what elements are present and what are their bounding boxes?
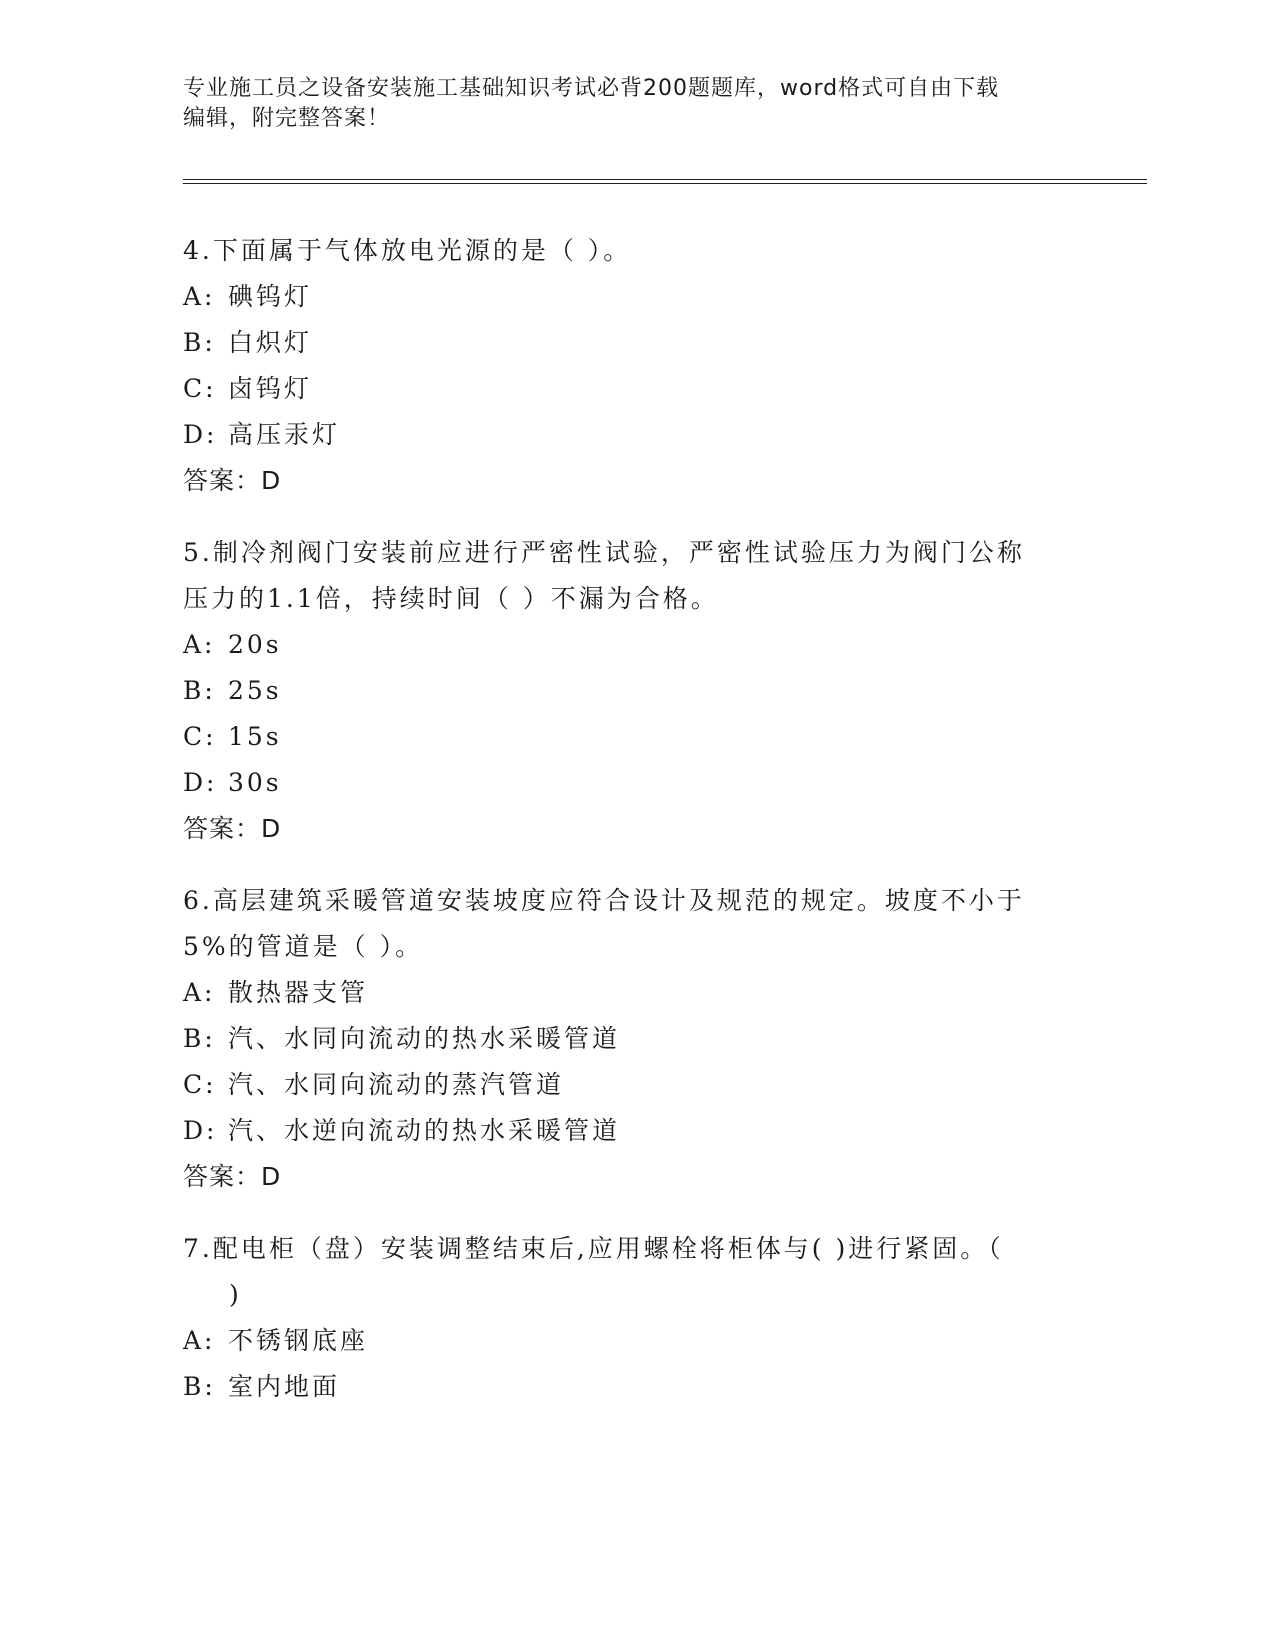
option-a [183,622,1063,668]
question-stem [183,530,1063,622]
document-header [183,74,1063,134]
option-text: 散热器支管 [228,978,369,1007]
question-stem [183,228,1063,274]
option-letter: A: [183,630,216,659]
option-letter: C: [183,374,217,403]
option-text: 不锈钢底座 [228,1326,369,1355]
option-d [183,1108,1063,1154]
option-letter: A: [183,978,216,1007]
option-letter: C: [183,1070,217,1099]
option-d [183,760,1063,806]
option-a [183,274,1063,320]
option-text: 汽、水逆向流动的热水采暖管道 [228,1116,621,1145]
question-5 [183,530,1063,852]
option-text: 高压汞灯 [228,420,341,449]
option-text: 25s [228,676,282,705]
option-text: 卤钨灯 [228,374,313,403]
option-text: 汽、水同向流动的热水采暖管道 [228,1024,621,1053]
question-stem-line: 5.制冷剂阀门安装前应进行严密性试验，严密性试验压力为阀门公称 [183,538,1025,567]
option-text: 20s [228,630,282,659]
option-letter: D: [183,1116,218,1145]
option-a [183,1318,1063,1364]
option-d [183,412,1063,458]
header-divider-bottom [183,183,1147,184]
option-letter: A: [183,1326,216,1355]
option-c [183,366,1063,412]
option-text: 白炽灯 [228,328,313,357]
option-letter: B: [183,1024,216,1053]
question-stem [183,1226,1063,1318]
option-b [183,668,1063,714]
question-7 [183,1226,1063,1410]
option-b [183,1016,1063,1062]
question-list [183,228,1063,1436]
question-stem-line: 7.配电柜（盘）安装调整结束后,应用螺栓将柜体与( )进行紧固。（ [183,1234,1004,1263]
question-stem-line: ) [229,1280,242,1309]
option-letter: B: [183,676,216,705]
answer-line: 答案：D [183,814,282,843]
answer-line: 答案：D [183,1162,282,1191]
option-text: 15s [228,722,282,751]
option-text: 汽、水同向流动的蒸汽管道 [228,1070,565,1099]
option-letter: D: [183,768,218,797]
option-b [183,1364,1063,1410]
header-divider-top [183,179,1147,180]
option-text: 30s [228,768,282,797]
option-text: 碘钨灯 [228,282,313,311]
option-letter: D: [183,420,218,449]
question-4 [183,228,1063,504]
header-title-line-1: 专业施工员之设备安装施工基础知识考试必背200题题库，word格式可自由下载 [183,76,1000,101]
option-text: 室内地面 [228,1372,341,1401]
question-stem [183,878,1063,970]
question-stem-line: 6.高层建筑采暖管道安装坡度应符合设计及规范的规定。坡度不小于 [183,886,1025,915]
option-a [183,970,1063,1016]
option-letter: C: [183,722,217,751]
option-letter: B: [183,1372,216,1401]
answer-line: 答案：D [183,466,282,495]
option-letter: B: [183,328,216,357]
option-b [183,320,1063,366]
option-c [183,1062,1063,1108]
option-c [183,714,1063,760]
question-6 [183,878,1063,1200]
question-stem-line: 5%的管道是（ ）。 [183,932,424,961]
question-stem-line: 压力的1.1倍，持续时间（ ）不漏为合格。 [183,584,719,613]
question-stem-line: 4.下面属于气体放电光源的是（ ）。 [183,236,632,265]
header-title-line-2: 编辑，附完整答案！ [183,106,391,131]
option-letter: A: [183,282,216,311]
